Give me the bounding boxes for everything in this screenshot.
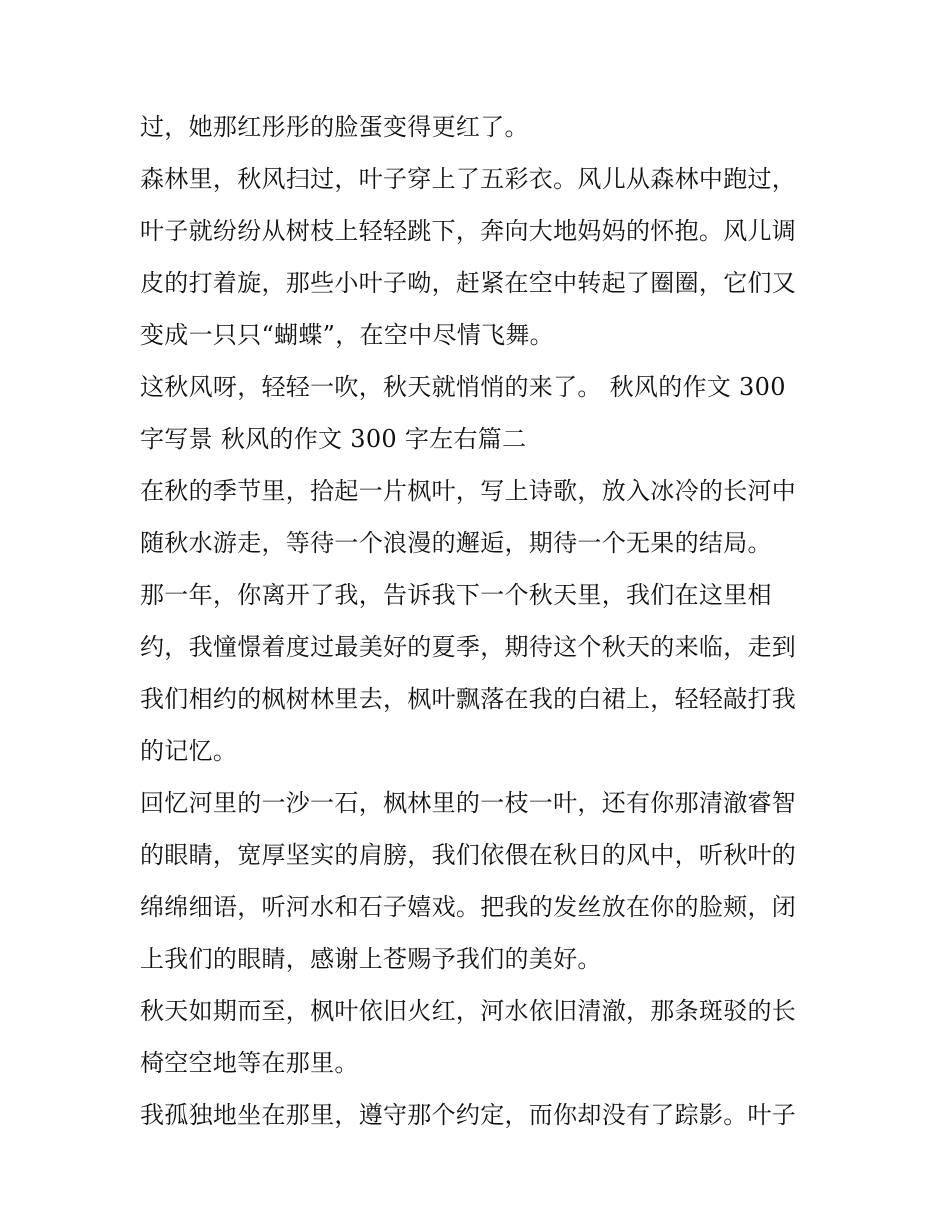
text-line: 我们相约的枫树林里去，枫叶飘落在我的白裙上，轻轻敲打我 xyxy=(140,685,797,713)
text-line: 字写景 秋风的作文 300 字左右篇二 xyxy=(140,425,527,453)
text-line: 过，她那红彤彤的脸蛋变得更红了。 xyxy=(140,113,529,141)
text-line: 的记忆。 xyxy=(140,737,238,765)
text-line: 约，我憧憬着度过最美好的夏季，期待这个秋天的来临，走到 xyxy=(140,633,797,661)
text-line: 椅空空地等在那里。 xyxy=(140,1049,359,1077)
text-line: 森林里，秋风扫过，叶子穿上了五彩衣。风儿从森林中跑过， xyxy=(140,165,797,193)
text-line: 秋天如期而至，枫叶依旧火红，河水依旧清澈，那条斑驳的长 xyxy=(140,997,797,1025)
text-line: 变成一只只“蝴蝶”，在空中尽情飞舞。 xyxy=(140,321,554,349)
text-line: 我孤独地坐在那里，遵守那个约定，而你却没有了踪影。叶子 xyxy=(140,1101,797,1129)
text-line: 上我们的眼睛，感谢上苍赐予我们的美好。 xyxy=(140,945,602,973)
text-line: 在秋的季节里，拾起一片枫叶，写上诗歌，放入冰冷的长河中 xyxy=(140,477,797,505)
text-line: 叶子就纷纷从树枝上轻轻跳下，奔向大地妈妈的怀抱。风儿调 xyxy=(140,217,797,245)
text-line: 皮的打着旋，那些小叶子呦，赶紧在空中转起了圈圈，它们又 xyxy=(140,269,797,297)
text-line: 这秋风呀，轻轻一吹，秋天就悄悄的来了。 秋风的作文 300 xyxy=(140,373,786,401)
text-line: 的眼睛，宽厚坚实的肩膀，我们依偎在秋日的风中，听秋叶的 xyxy=(140,841,797,869)
text-line: 绵绵细语，听河水和石子嬉戏。把我的发丝放在你的脸颊，闭 xyxy=(140,893,797,921)
text-line: 随秋水游走，等待一个浪漫的邂逅，期待一个无果的结局。 xyxy=(140,529,772,557)
text-line: 回忆河里的一沙一石，枫林里的一枝一叶，还有你那清澈睿智 xyxy=(140,789,797,817)
text-line: 那一年，你离开了我，告诉我下一个秋天里，我们在这里相 xyxy=(140,581,772,609)
